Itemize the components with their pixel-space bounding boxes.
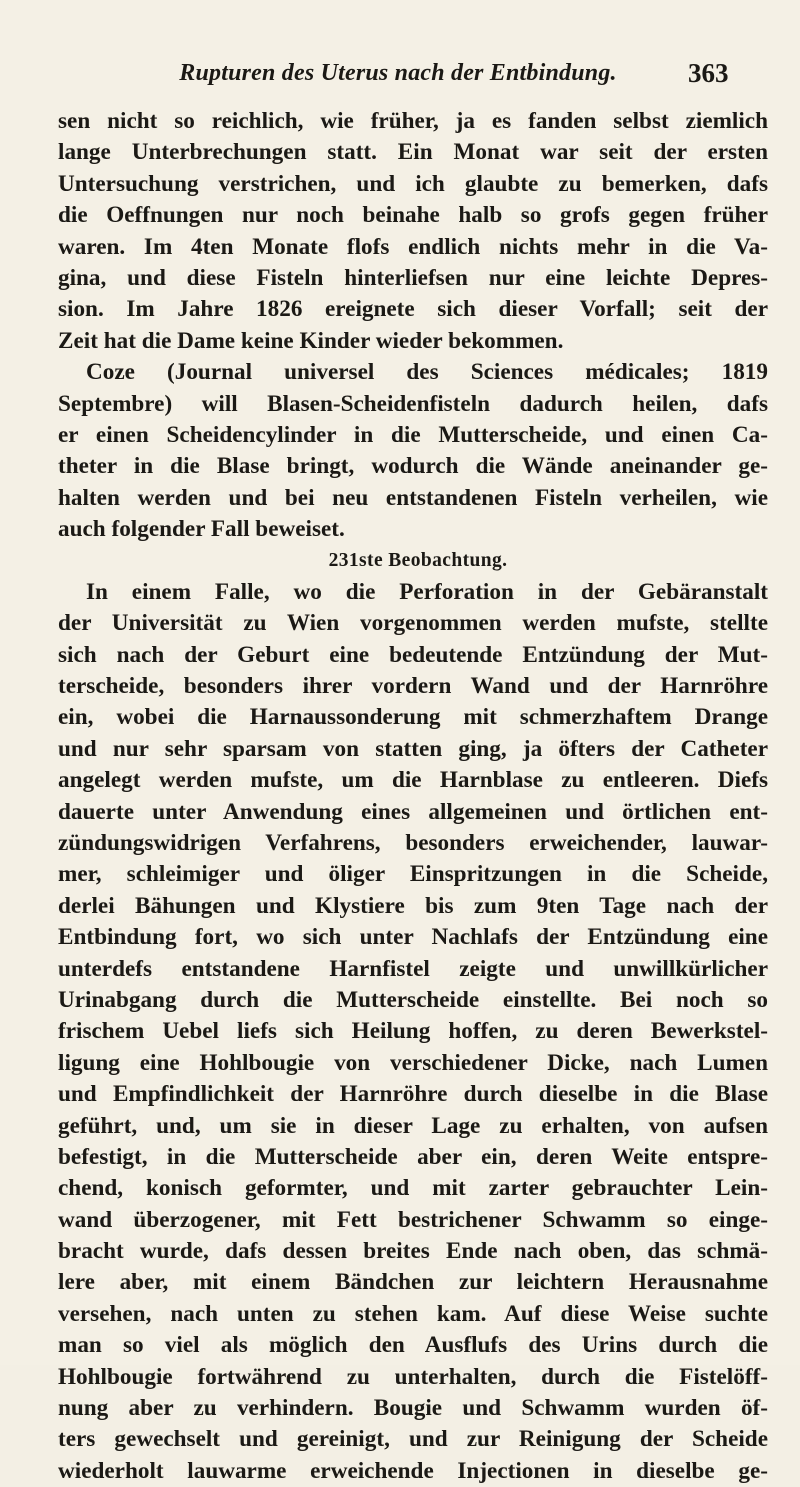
page-number: 363 [688,58,729,88]
text-line: chend, konisch geformter, und mit zarter gebrauchter Lein- [58,1175,768,1202]
text-line: und nur sehr sparsam von statten ging, ja öfters der Catheter [58,735,768,762]
text-line: In einem Falle, wo die Perforation in der Gebäranstalt [86,578,768,605]
text-line: auch folgender Fall beweiset. [58,516,345,543]
text-line: mer, schleimiger und öliger Einspritzungen in die Scheide, [58,861,768,888]
running-head-title: Rupturen des Uterus nach der Entbindung. [179,60,617,86]
text-line: geführt, und, um sie in dieser Lage zu erhalten, von aufsen [58,1112,768,1139]
text-line: lere aber, mit einem Bändchen zur leichtern Herausnahme [58,1269,768,1296]
text-line: gina, und diese Fisteln hinterliefsen nur eine leichte Depres- [58,264,768,291]
text-line: Hohlbougie fortwährend zu unterhalten, durch die Fistelöff- [58,1363,768,1390]
text-line: Coze (Journal universel des Sciences médicales; 1819 [86,359,768,386]
body-text [58,106,768,1487]
text-line: angelegt werden mufste, um die Harnblase zu entleeren. Diefs [58,767,768,794]
text-line: Septembre) will Blasen-Scheidenfisteln dadurch heilen, dafs [58,390,768,417]
text-line: Entbindung fort, wo sich unter Nachlafs der Entzündung eine [58,924,768,951]
text-line: nung aber zu verhindern. Bougie und Schwamm wurden öf- [58,1395,768,1422]
text-line: man so viel als möglich den Ausflufs des Urins durch die [58,1332,768,1359]
text-line: theter in die Blase bringt, wodurch die Wände aneinander ge- [58,453,768,480]
text-line: die Oeffnungen nur noch beinahe halb so grofs gegen früher [58,202,768,229]
text-line: derlei Bähungen und Klystiere bis zum 9ten Tage nach der [58,892,768,919]
text-line: waren. Im 4ten Monate flofs endlich nichts mehr in die Va- [58,233,768,260]
text-line: der Universität zu Wien vorgenommen werden mufste, stellte [58,610,768,637]
observation-heading: 231ste Beobachtung. [328,550,508,572]
text-line: er einen Scheidencylinder in die Mutterscheide, und einen Ca- [58,421,768,448]
text-line: Zeit hat die Dame keine Kinder wieder bekommen. [58,327,564,354]
text-line: ein, wobei die Harnaussonderung mit schmerzhaftem Drange [58,704,768,731]
text-line: terscheide, besonders ihrer vordern Wand und der Harnröhre [58,673,768,700]
text-line: und Empfindlichkeit der Harnröhre durch dieselbe in die Blase [58,1081,768,1108]
text-line: sich nach der Geburt eine bedeutende Entzündung der Mut- [58,641,768,668]
text-line: Urinabgang durch die Mutterscheide einstellte. Bei noch so [58,986,768,1013]
text-line: lange Unterbrechungen statt. Ein Monat war seit der ersten [58,139,768,166]
text-line: wand überzogener, mit Fett bestrichener Schwamm so einge- [58,1206,768,1233]
text-line: zündungswidrigen Verfahrens, besonders erweichender, lauwar- [58,829,768,856]
text-line: halten werden und bei neu entstandenen Fisteln verheilen, wie [58,484,768,511]
text-line: frischem Uebel liefs sich Heilung hoffen, zu deren Bewerkstel- [58,1018,768,1045]
text-line: wiederholt lauwarme erweichende Injectionen in dieselbe ge- [58,1457,768,1484]
text-line: versehen, nach unten zu stehen kam. Auf diese Weise suchte [58,1300,768,1327]
text-line: unterdefs entstandene Harnfistel zeigte und unwillkürlicher [58,955,768,982]
text-line: bracht wurde, dafs dessen breites Ende nach oben, das schmä- [58,1238,768,1265]
text-line: befestigt, in die Mutterscheide aber ein, deren Weite entspre- [58,1143,768,1170]
text-line: dauerte unter Anwendung eines allgemeinen und örtlichen ent- [58,798,768,825]
text-line: sion. Im Jahre 1826 ereignete sich dieser Vorfall; seit der [58,296,768,323]
text-line: ligung eine Hohlbougie von verschiedener Dicke, nach Lumen [58,1049,768,1076]
text-line: sen nicht so reichlich, wie früher, ja es fanden selbst ziemlich [58,108,768,134]
text-line: Untersuchung verstrichen, und ich glaubte zu bemerken, dafs [58,170,768,197]
text-line: ters gewechselt und gereinigt, und zur Reinigung der Scheide [58,1426,768,1453]
